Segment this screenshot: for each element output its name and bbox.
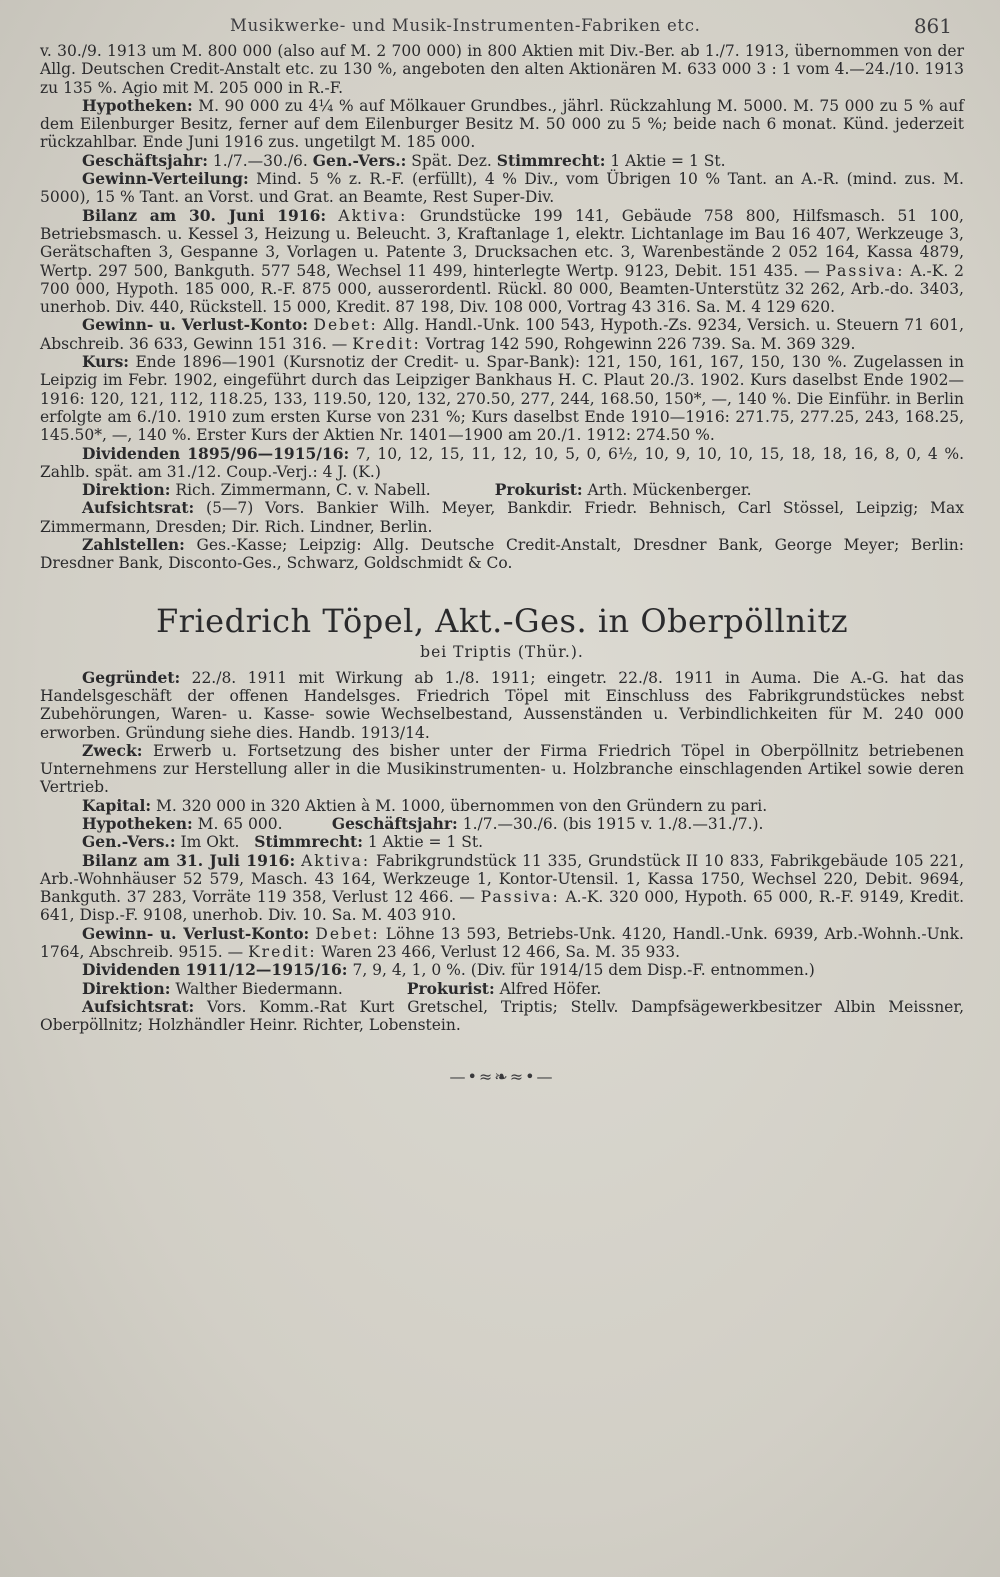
balance-sheet-2: Bilanz am 31. Juli 1916: Aktiva: Fabrikgrundstück 11 335, Grundstück II 10 833, Fabrikgebäude 105 221, Arb.-Wohnhäuser 52 579, Masch. 43 164, Werkzeuge 1, Kontor-Utensil. 1, Kassa 1750, Wechsel 220, Debit. 9694, Bankguth. 37 283, Vorräte 119 358, Verlust 12 466. — Passiva: A.-K. 320 000, Hypoth. 65 000, R.-F. 9149, Kredit. 641, Disp.-F. 9108, unerhob. Div. 10. Sa. M. 403 910. <box>40 850 964 925</box>
profit-loss-account-2: Gewinn- u. Verlust-Konto: Debet: Löhne 13 593, Betriebs-Unk. 4120, Handl.-Unk. 6939, Arb.-Wohnh.-Unk. 1764, Abschreib. 9515. — Kredit: Waren 23 466, Verlust 12 466, Sa. M. 35 933. <box>40 923 964 962</box>
management-2: Direktion: Walther Biedermann. Prokurist: Alfred Höfer. <box>82 978 602 998</box>
profit-distribution: Gewinn-Verteilung: Mind. 5 % z. R.-F. (erfüllt), 4 % Div., vom Übrigen 10 % Tant. an A.-R. (mind. zus. M. 5000), 15 % Tant. an Vorst. und Grat. an Beamte, Rest Super-Div. <box>40 169 964 207</box>
entry-toepel <box>40 603 964 1035</box>
supervisory-board: Aufsichtsrat: (5—7) Vors. Bankier Wilh. Meyer, Bankdir. Friedr. Behnisch, Carl Stössel, Leipzig; Max Zimmermann, Dresden; Dir. Rich. Lindner, Berlin. <box>40 498 964 536</box>
share-price: Kurs: Ende 1896—1901 (Kursnotiz der Credit- u. Spar-Bank): 121, 150, 161, 167, 150, 130 %. Zugelassen in Leipzig im Febr. 1902, eingeführt durch das Leipziger Bankhaus H. C. Plaut 20./3. 1902. Kurs daselbst Ende 1902—1916: 120, 121, 112, 118.25, 133, 119.50, 120, 132, 270.50, 277, 244, 168.50, 150*, —, 140 %. Die Einführ. in Berlin erfolgte am 6./10. 1910 zum ersten Kurse von 231 %; Kurs daselbst Ende 1910—1916: 271.75, 277.25, 243, 168.25, 145.50*, —, 140 %. Erster Kurs der Aktien Nr. 1401—1900 am 20./1. 1912: 274.50 %. <box>40 352 964 445</box>
page-number: 861 <box>913 14 952 38</box>
paying-agents: Zahlstellen: Ges.-Kasse; Leipzig: Allg. Deutsche Credit-Anstalt, Dresdner Bank, George Meyer; Berlin: Dresdner Bank, Disconto-Ges., Schwarz, Goldschmidt & Co. <box>40 535 964 573</box>
management: Direktion: Rich. Zimmermann, C. v. Nabell. Prokurist: Arth. Mückenberger. <box>82 480 752 500</box>
company-location: bei Triptis (Thür.). <box>420 642 584 661</box>
dividends-2: Dividenden 1911/12—1915/16: 7, 9, 4, 1, 0 %. (Div. für 1914/15 dem Disp.-F. entnommen.) <box>82 960 815 980</box>
running-head <box>40 12 964 42</box>
mortgages: Hypotheken: M. 90 000 zu 4¼ % auf Mölkauer Grundbes., jährl. Rückzahlung M. 5000. M. 75 000 zu 5 % auf dem Eilenburger Besitz, ferner auf dem Eilenburger Besitz M. 50 000 zu 5 %; beide nach 6 monat. Künd. jederzeit rückzahlbar. Ende Juni 1916 zus. ungetilgt M. 185 000. <box>40 95 964 152</box>
meeting-voting: Gen.-Vers.: Im Okt. Stimmrecht: 1 Aktie = 1 St. <box>82 832 484 852</box>
dividends: Dividenden 1895/96—1915/16: 7, 10, 12, 15, 11, 12, 10, 5, 0, 6½, 10, 9, 10, 10, 15, 18, 18, 16, 8, 0, 4 %. Zahlb. spät. am 31./12. Coup.-Verj.: 4 J. (K.) <box>40 443 964 481</box>
profit-loss-account: Gewinn- u. Verlust-Konto: Debet: Allg. Handl.-Unk. 100 543, Hypoth.-Zs. 9234, Versich. u. Steuern 71 601, Abschreib. 36 633, Gewinn 151 316. — Kredit: Vortrag 142 590, Rohgewinn 226 739. Sa. M. 369 329. <box>40 315 964 353</box>
founded: Gegründet: 22./8. 1911 mit Wirkung ab 1./8. 1911; eingetr. 22./8. 1911 in Auma. Die A.-G. hat das Handelsgeschäft der offenen Handelsges. Friedrich Töpel mit Einschluss des Fabrikgrundstückes nebst Zubehörungen, Waren- u. Kasse- sowie Wechselbestand, Aussenständen u. Verbindlichkeiten für M. 240 000 erworben. Gründung siehe dies. Handb. 1913/14. <box>40 667 964 742</box>
fiscal-info: Geschäftsjahr: 1./7.—30./6. Gen.-Vers.: Spät. Dez. Stimmrecht: 1 Aktie = 1 St. <box>82 150 726 170</box>
supervisory-board-2: Aufsichtsrat: Vors. Komm.-Rat Kurt Gretschel, Triptis; Stellv. Dampfsägewerkbesitzer Albin Meissner, Oberpöllnitz; Holzhändler Heinr. Richter, Lobenstein. <box>40 996 964 1035</box>
entry-continued <box>40 42 964 573</box>
running-title: Musikwerke- und Musik-Instrumenten-Fabriken etc. <box>230 16 701 35</box>
capital: Kapital: M. 320 000 in 320 Aktien à M. 1000, übernommen von den Gründern zu pari. <box>82 795 768 815</box>
section-ornament: —•≈❧≈•— <box>449 1066 555 1086</box>
capital-history: v. 30./9. 1913 um M. 800 000 (also auf M. 2 700 000) in 800 Aktien mit Div.-Ber. ab 1./7. 1913, übernommen von der Allg. Deutschen Credit-Anstalt etc. zu 130 %, angeboten den alten Aktionären M. 633 000 3 : 1 vom 4.—24./10. 1913 zu 135 %. Agio mit M. 205 000 in R.-F. <box>40 42 964 97</box>
purpose: Zweck: Erwerb u. Fortsetzung des bisher unter der Firma Friedrich Töpel in Oberpöllnitz betriebenen Unternehmens zur Herstellung aller in die Musikinstrumenten- u. Holzbranche einschlagenden Artikel sowie deren Vertrieb. <box>40 740 964 797</box>
mortgages-fiscal: Hypotheken: M. 65 000. Geschäftsjahr: 1./7.—30./6. (bis 1915 v. 1./8.—31./7.). <box>82 813 764 833</box>
balance-sheet: Bilanz am 30. Juni 1916: Aktiva: Grundstücke 199 141, Gebäude 758 800, Hilfsmasch. 51 100, Betriebsmasch. u. Kessel 3, Heizung u. Beleucht. 3, Kraftanlage 1, elektr. Lichtanlage im Bau 16 407, Werkzeuge 3, Gerätschaften 3, Gespanne 3, Vorlagen u. Patente 3, Drucksachen etc. 3, Warenbestände 2 052 164, Kassa 4879, Wertp. 297 500, Bankguth. 577 548, Wechsel 11 499, hinterlegte Wertp. 9123, Debit. 151 435. — Passiva: A.-K. 2 700 000, Hypoth. 185 000, R.-F. 875 000, ausserordentl. Rückl. 80 000, Beamten-Unterstütz 32 262, Arb.-do. 3403, unerhob. Div. 440, Rückstell. 15 000, Kredit. 87 198, Div. 108 000, Vortrag 43 316. Sa. M. 4 129 620. <box>40 205 964 317</box>
company-title: Friedrich Töpel, Akt.-Ges. in Oberpöllnitz <box>155 601 849 640</box>
